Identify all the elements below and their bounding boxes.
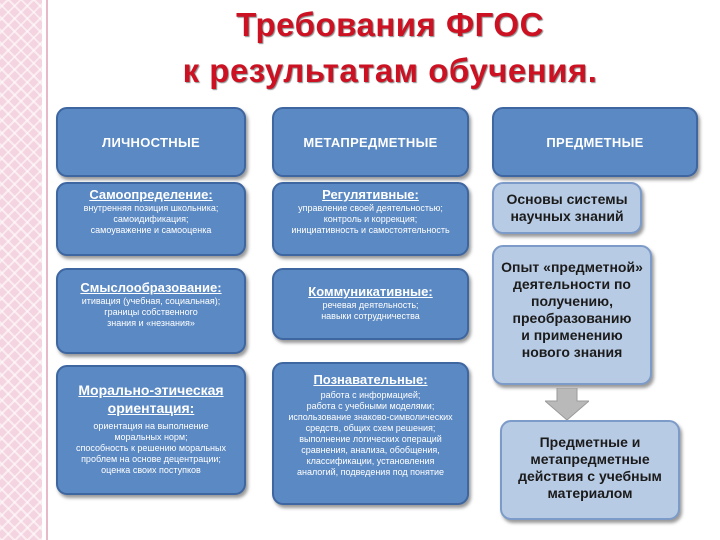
block-line: Предметные и bbox=[539, 434, 641, 450]
block-cognitive bbox=[272, 362, 469, 505]
block-line: границы собственного bbox=[104, 307, 198, 317]
slide-title-line-2: к результатам обучения. bbox=[182, 52, 598, 89]
block-line: инициативность и самостоятельность bbox=[291, 225, 450, 235]
block-moral-ethical bbox=[56, 365, 246, 495]
block-line: Опыт «предметной» bbox=[501, 259, 643, 275]
block-title: Самоопределение: bbox=[89, 187, 213, 202]
block-line: знания и «незнания» bbox=[107, 318, 195, 328]
block-line: выполнение логических операций bbox=[299, 434, 442, 444]
block-subject-activity bbox=[492, 245, 652, 385]
block-line: действия с учебным bbox=[518, 468, 662, 484]
block-title: Коммуникативные: bbox=[308, 284, 433, 299]
block-title: Смыслообразование: bbox=[80, 280, 222, 295]
block-title: Познавательные: bbox=[313, 372, 428, 387]
header-subject bbox=[492, 107, 698, 177]
block-line: и применению bbox=[521, 327, 623, 343]
block-line: преобразованию bbox=[512, 310, 632, 326]
block-line: нового знания bbox=[521, 344, 623, 360]
block-line: оценка своих поступков bbox=[101, 465, 201, 475]
block-line: использование знаково-символических bbox=[288, 412, 453, 422]
block-self-determination bbox=[56, 182, 246, 256]
block-subject-metasubject-actions bbox=[500, 420, 680, 520]
down-arrow-icon bbox=[545, 388, 589, 420]
block-line: классификации, установления bbox=[306, 456, 435, 466]
block-line: метапредметные bbox=[530, 451, 650, 467]
header-personal bbox=[56, 107, 246, 177]
block-line: речевая деятельность; bbox=[322, 300, 419, 310]
block-line: самоидификация; bbox=[113, 214, 189, 224]
block-line: деятельности по bbox=[513, 276, 631, 292]
slide-title-line-1: Требования ФГОС bbox=[236, 6, 544, 43]
block-scientific-knowledge bbox=[492, 182, 642, 234]
header-personal-label: ЛИЧНОСТНЫЕ bbox=[102, 134, 200, 150]
block-line: материалом bbox=[547, 485, 633, 501]
block-title: Морально-этическая bbox=[78, 382, 224, 398]
block-meaning-formation bbox=[56, 268, 246, 354]
block-communicative bbox=[272, 268, 469, 340]
block-line: сравнения, анализа, обобщения, bbox=[301, 445, 440, 455]
block-line: навыки сотрудничества bbox=[321, 311, 420, 321]
block-title: ориентация: bbox=[107, 400, 195, 416]
block-line: Основы системы bbox=[506, 191, 628, 207]
block-line: работа с информацией; bbox=[320, 390, 421, 400]
block-line: ориентация на выполнение bbox=[93, 421, 209, 431]
block-line: научных знаний bbox=[510, 208, 624, 224]
block-line: средств, общих схем решения; bbox=[305, 423, 436, 433]
block-line: способность к решению моральных bbox=[76, 443, 226, 453]
header-subject-label: ПРЕДМЕТНЫЕ bbox=[546, 134, 644, 150]
decorative-side-line bbox=[46, 0, 48, 540]
block-line: моральных норм; bbox=[114, 432, 188, 442]
block-line: контроль и коррекция; bbox=[323, 214, 418, 224]
block-line: аналогий, подведения под понятие bbox=[296, 467, 445, 477]
block-line: получению, bbox=[531, 293, 613, 309]
block-title: Регулятивные: bbox=[322, 187, 419, 202]
block-line: внутренняя позиция школьника; bbox=[83, 203, 219, 213]
header-metasubject-label: МЕТАПРЕДМЕТНЫЕ bbox=[303, 134, 438, 150]
block-line: итивация (учебная, социальная); bbox=[81, 296, 221, 306]
block-line: работа с учебными моделями; bbox=[306, 401, 435, 411]
header-metasubject bbox=[272, 107, 469, 177]
block-regulatory bbox=[272, 182, 469, 256]
decorative-side-pattern bbox=[0, 0, 42, 540]
block-line: проблем на основе децентрации; bbox=[81, 454, 221, 464]
block-line: управление своей деятельностью; bbox=[298, 203, 443, 213]
block-line: самоуважение и самооценка bbox=[90, 225, 212, 235]
